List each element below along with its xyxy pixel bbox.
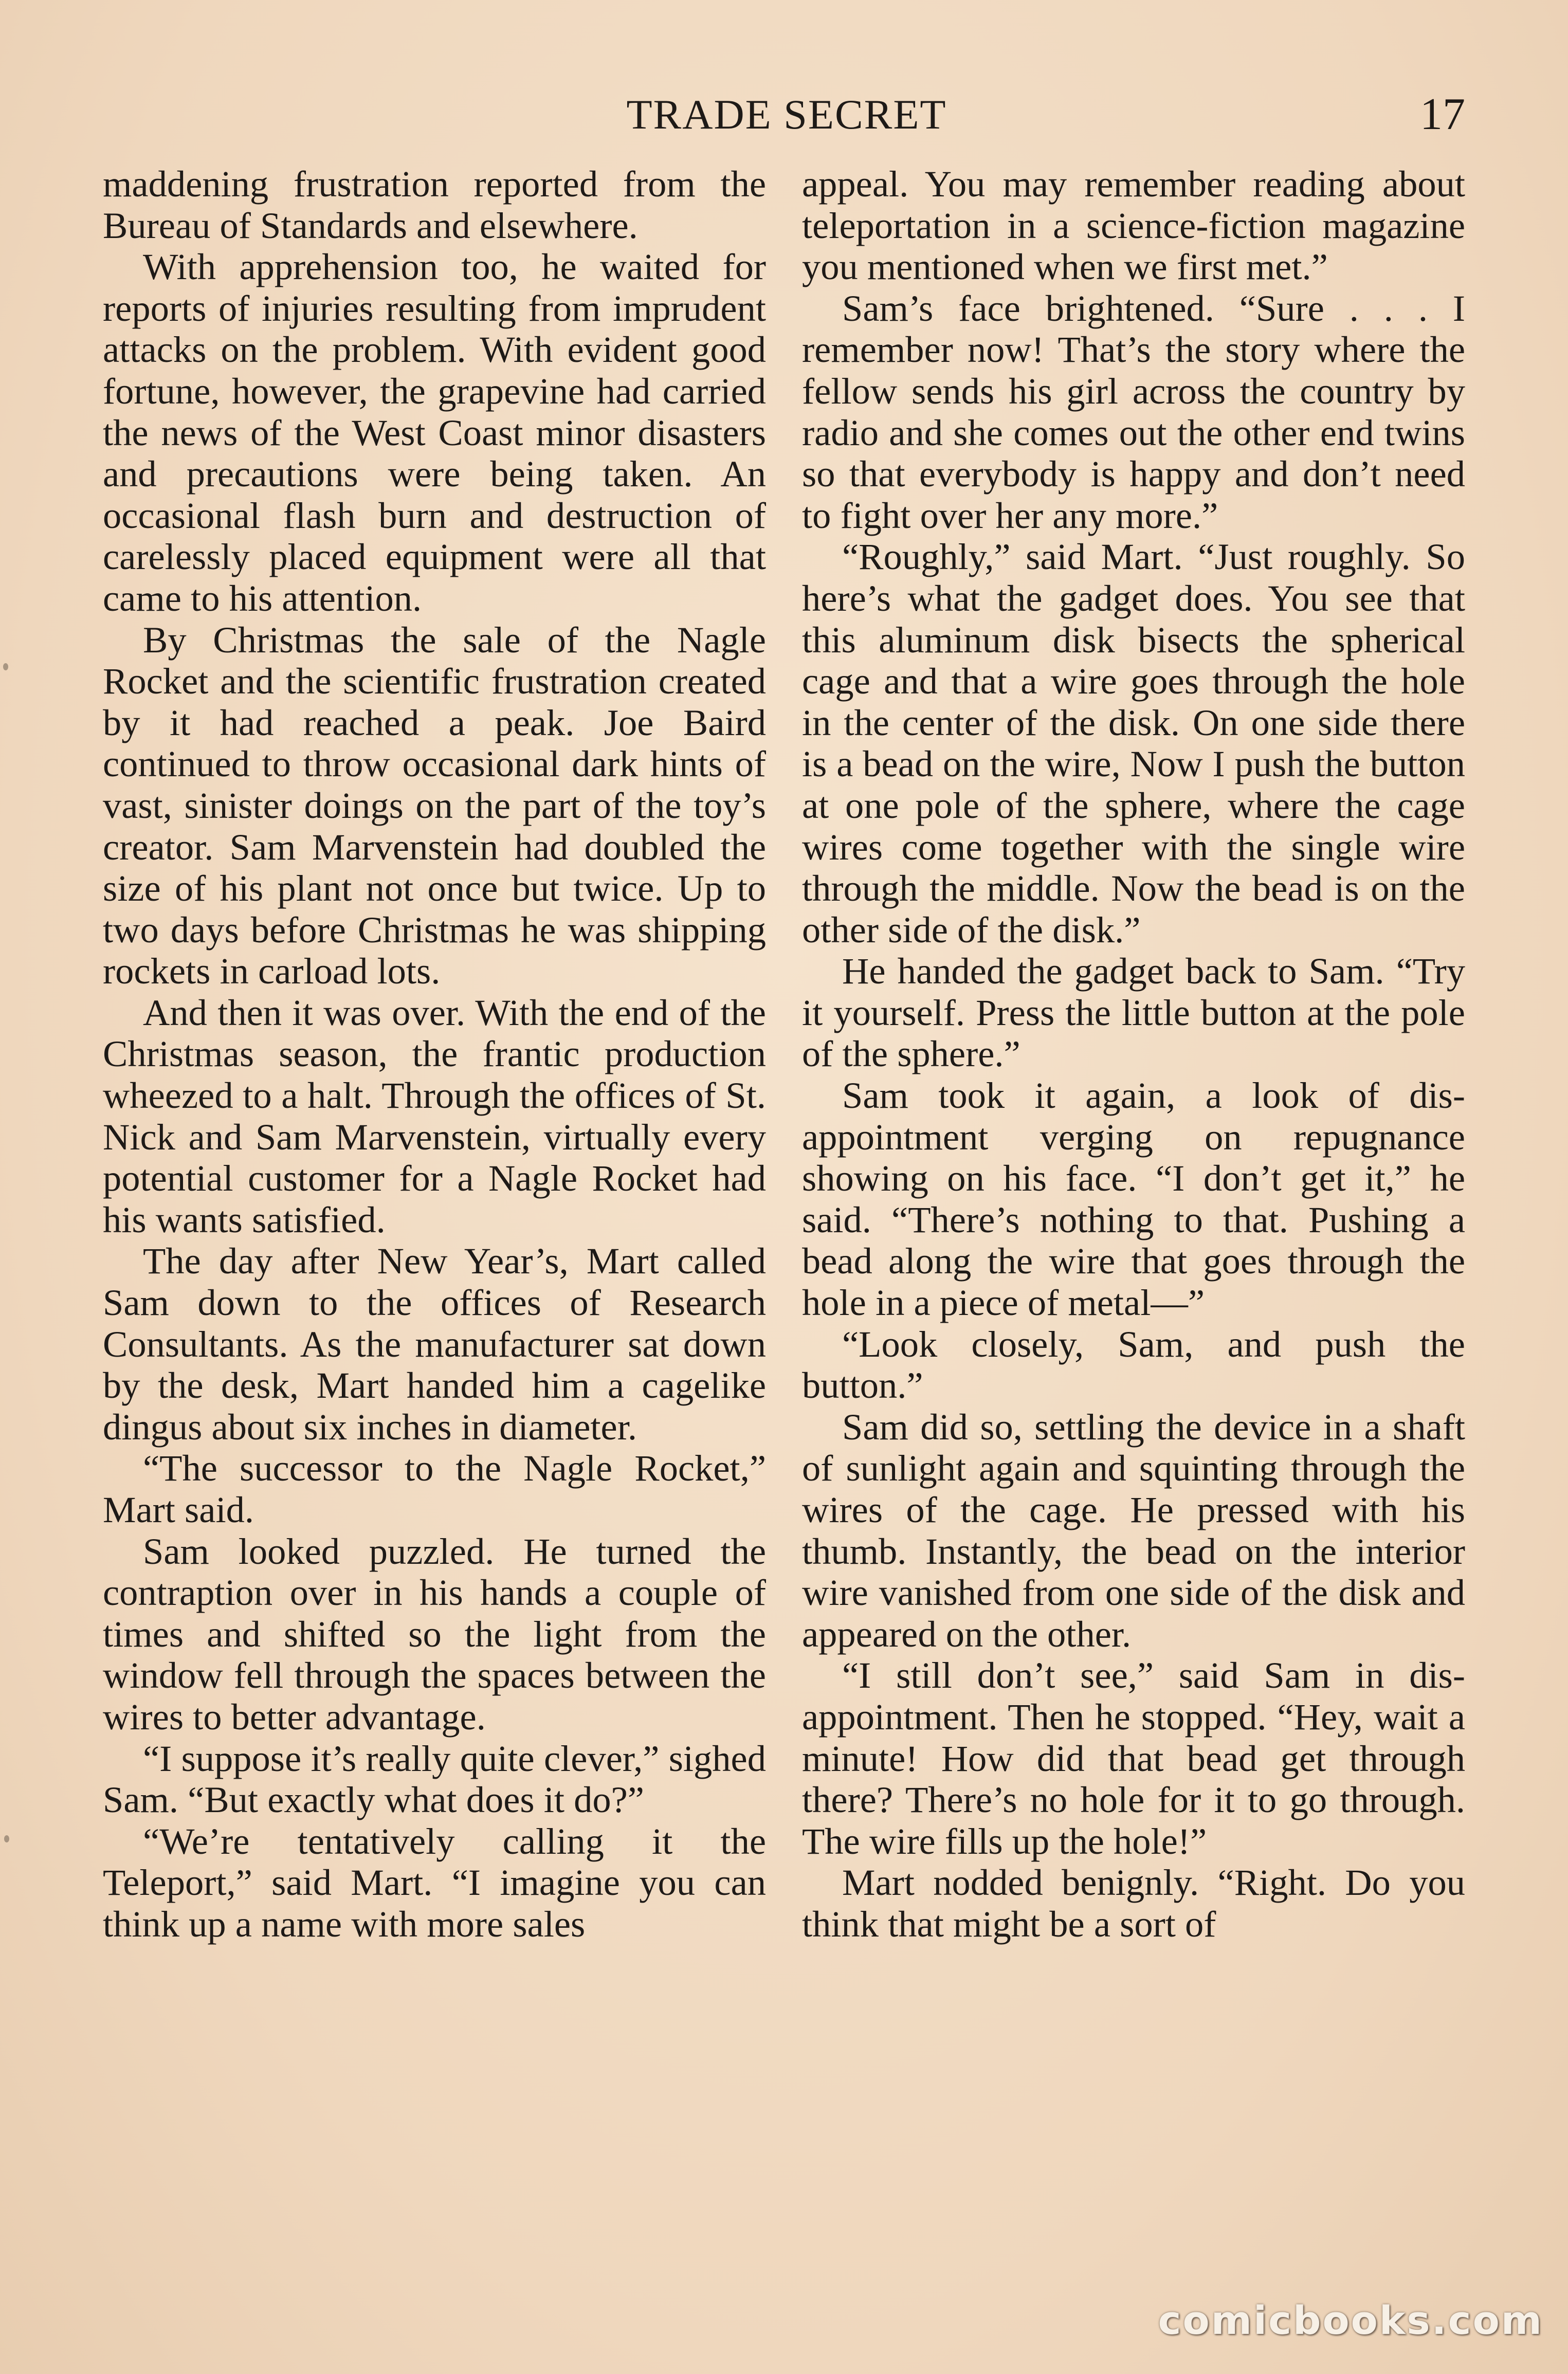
paragraph: “The successor to the Nagle Rocket,” Mart said. xyxy=(103,1447,766,1530)
paragraph: maddening frustration reported from the Bureau of Standards and elsewhere. xyxy=(103,163,766,246)
paragraph: He handed the gadget back to Sam. “Try it yourself. Press the little button at the pole of the sphere.” xyxy=(802,950,1465,1075)
paragraph: Sam took it again, a look of disappointment verging on repugnance showing on his face. “I don’t get it,” he said. “There’s nothing to that. Pushing a bead along the wire that goes through the hole in a piece of metal—” xyxy=(802,1074,1465,1324)
paragraph: appeal. You may remember reading about teleportation in a science-fiction magazine you mentioned when we first met.” xyxy=(802,163,1465,288)
paper-speck xyxy=(3,663,8,670)
paragraph: Sam’s face brightened. “Sure . . . I remember now! That’s the story where the fellow sends his girl across the country by radio and she comes out the other end twins so that everybody is happy and don’t need to fight over her any more.” xyxy=(802,287,1465,536)
paragraph: “I still don’t see,” said Sam in disappointment. Then he stopped. “Hey, wait a minute! How did that bead get through there? There’s no hole for it to go through. The wire fills up the hole!” xyxy=(802,1654,1465,1862)
paragraph: “Look closely, Sam, and push the button.” xyxy=(802,1323,1465,1407)
paragraph: “We’re tentatively calling it the Teleport,” said Mart. “I imagine you can think up a name with more sales xyxy=(103,1820,766,1945)
paragraph: With apprehension too, he waited for reports of injuries resulting from imprudent attacks on the problem. With evident good fortune, however, the grapevine had carried the news of the West Coast minor disasters and precautions were being taken. An occasional flash burn and destruction of carelessly placed equipment were all that came to his attention. xyxy=(103,246,766,619)
paragraph: The day after New Year’s, Mart called Sam down to the offices of Research Consultants. As the manufacturer sat down by the desk, Mart handed him a cagelike dingus about six inches in diameter. xyxy=(103,1240,766,1448)
page-number: 17 xyxy=(1420,89,1465,139)
left-column xyxy=(103,163,766,1945)
paper-speck xyxy=(4,1835,9,1842)
running-head: TRADE SECRET xyxy=(626,91,947,138)
paragraph: Sam did so, settling the device in a shaft of sunlight again and squinting through the wires of the cage. He pressed with his thumb. Instantly, the bead on the interior wire vanished from one side of the disk and appeared on the other. xyxy=(802,1405,1465,1655)
paragraph: By Christmas the sale of the Nagle Rocket and the scientific frustration created by it had reached a peak. Joe Baird continued to throw occasional dark hints of vast, sinister doings on the part of the toy’s creator. Sam Marvenstein had doubled the size of his plant not once but twice. Up to two days before Christmas he was shipping rockets in carload lots. xyxy=(103,618,766,992)
paragraph: “Roughly,” said Mart. “Just roughly. So here’s what the gadget does. You see that this aluminum disk bisects the spherical cage and that a wire goes through the hole in the center of the disk. On one side there is a bead on the wire, Now I push the button at one pole of the sphere, where the cage wires come together with the single wire through the middle. Now the bead is on the other side of the disk.” xyxy=(802,536,1465,951)
watermark: comicbooks.com xyxy=(1158,2297,1543,2343)
paragraph: “I suppose it’s really quite clever,” sighed Sam. “But exactly what does it do?” xyxy=(103,1737,766,1821)
paragraph: Sam looked puzzled. He turned the contraption over in his hands a couple of times and shifted so the light from the window fell through the spaces between the wires to better advantage. xyxy=(103,1530,766,1738)
page-header xyxy=(108,86,1465,143)
right-column xyxy=(802,163,1465,1945)
paragraph: And then it was over. With the end of the Christmas season, the frantic production wheezed to a halt. Through the offices of St. Nick and Sam Marvenstein, virtually every potential customer for a Nagle Rocket had his wants satisfied. xyxy=(103,991,766,1240)
paragraph: Mart nodded benignly. “Right. Do you think that might be a sort of xyxy=(802,1861,1465,1945)
